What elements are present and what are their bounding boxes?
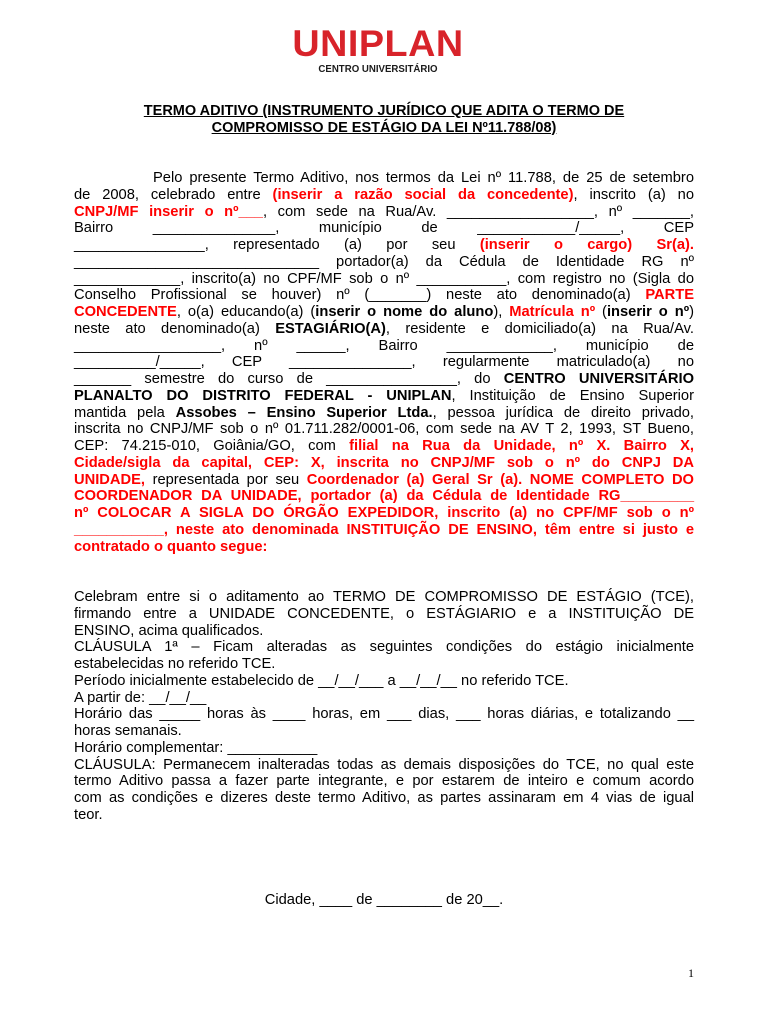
text-line: Período inicialmente estabelecido de __/__/___ a __/__/__ no referido TCE. — [74, 672, 569, 689]
bold-text: Assobes – Ensino Superior Ltda. — [175, 404, 433, 421]
bold-text: inserir o nome do aluno — [315, 304, 494, 320]
text-line — [74, 488, 694, 505]
bold-text: inserir o nº — [606, 304, 690, 320]
text-line — [74, 338, 694, 355]
placeholder-text: ___________, neste ato denominada INSTITUIÇÃO DE ENSINO, têm entre si justo e — [74, 521, 694, 538]
text-line — [74, 405, 694, 422]
text-line — [74, 254, 694, 271]
text-line: CLÁUSULA 1ª – Ficam alteradas as seguintes condições do estágio inicialmente — [74, 639, 694, 656]
text-line — [74, 271, 694, 288]
text-line — [74, 421, 694, 438]
text-line: horas semanais. — [74, 723, 182, 739]
text-run: neste ato denominado(a) — [74, 320, 276, 337]
text-run: ______________________________ portador(a) da Cédula de Identidade RG nº — [74, 253, 694, 270]
text-run: , pessoa jurídica de direito privado, — [432, 404, 694, 421]
logo-subtitle: CENTRO UNIVERSITÁRIO — [318, 63, 438, 75]
text-run: Bairro _______________, município de ____________/_____, CEP — [74, 220, 694, 237]
placeholder-text: Coordenador (a) Geral Sr (a). NOME COMPLETO DO — [306, 471, 694, 488]
text-line: A partir de: __/__/__ — [74, 689, 207, 706]
uniplan-logo — [283, 23, 473, 78]
text-run: __________________, nº ______, Bairro _____________, município de — [74, 337, 694, 354]
text-line: CLÁUSULA: Permanecem inalteradas todas as demais disposições do TCE, no qual este — [74, 756, 694, 773]
text-run: Pelo presente Termo Aditivo, nos termos da Lei nº 11.788, de 25 de setembro — [153, 170, 694, 186]
title-line-1: TERMO ADITIVO (INSTRUMENTO JURÍDICO QUE ADITA O TERMO DE — [143, 103, 625, 119]
placeholder-text: nº COLOCAR A SIGLA DO ÓRGÃO EXPEDIDOR, inscrito (a) no CPF/MF sob o nº — [74, 505, 694, 521]
text-run: _______ semestre do curso de ________________, do — [74, 371, 504, 387]
title-line-2: COMPROMISSO DE ESTÁGIO DA LEI Nº11.788/08) — [211, 119, 557, 136]
placeholder-text: Cidade/sigla da capital, CEP: X, inscrita no CNPJ/MF sob o nº do CNPJ DA — [74, 454, 694, 471]
text-line — [74, 220, 694, 237]
clauses-paragraph — [74, 589, 694, 824]
text-line: Celebram entre si o aditamento ao TERMO DE COMPROMISSO DE ESTÁGIO (TCE), — [74, 589, 694, 605]
text-run: ( — [595, 304, 607, 320]
text-run: ) — [689, 304, 694, 320]
text-line — [74, 438, 694, 455]
text-line — [74, 287, 694, 304]
opening-paragraph — [74, 170, 694, 555]
text-run: , Instituição de Ensino Superior — [451, 387, 694, 404]
placeholder-text: filial na Rua da Unidade, nº X. Bairro X, — [349, 438, 694, 454]
text-line: estabelecidas no referido TCE. — [74, 656, 276, 672]
text-run: , com sede na Rua/Av. __________________, nº _______, — [262, 203, 694, 220]
text-run: , inscrito (a) no — [573, 186, 694, 203]
text-line — [74, 455, 694, 472]
text-line: termo Aditivo passa a fazer parte integrante, e por estarem de inteiro e comum acordo — [74, 773, 694, 790]
text-run: CEP: 74.215-010, Goiânia/GO, com — [74, 438, 350, 454]
text-run: __________/_____, CEP _______________, regularmente matriculado(a) no — [74, 354, 694, 371]
bold-text: PLANALTO DO DISTRITO FEDERAL - UNIPLAN — [74, 387, 452, 404]
placeholder-text: UNIDADE, — [74, 471, 145, 488]
placeholder-text: CONCEDENTE — [74, 304, 177, 320]
text-run: inscrita no CNPJ/MF sob o nº 01.711.282/0001-06, com sede na AV T 2, 1993, ST Bueno, — [74, 421, 694, 438]
text-run: , o(a) educando(a) ( — [176, 304, 316, 320]
placeholder-text: Matrícula nº — [509, 304, 596, 320]
placeholder-text: contratado o quanto segue: — [74, 538, 268, 555]
text-run: , residente e domiciliado(a) na Rua/Av. — [385, 320, 694, 337]
text-line: ENSINO, acima qualificados. — [74, 622, 264, 639]
text-line — [74, 388, 694, 405]
text-line: Horário das _____ horas às ____ horas, em ___ dias, ___ horas diárias, e totalizando __ — [74, 706, 694, 723]
text-line: teor. — [74, 806, 103, 823]
text-line — [74, 321, 694, 338]
logo-wordmark: UNIPLAN — [292, 23, 464, 64]
text-run: representada por seu — [145, 471, 307, 488]
text-line — [74, 237, 694, 254]
text-line — [74, 204, 694, 221]
text-line — [74, 472, 694, 489]
page-number: 1 — [688, 966, 694, 980]
text-run: Conselho Profissional se houver) nº (_______) neste ato denominado(a) — [74, 287, 646, 304]
placeholder-text: PARTE — [645, 287, 694, 304]
text-run: ), — [493, 304, 510, 320]
text-line — [74, 539, 694, 556]
text-line — [74, 187, 694, 204]
text-line — [74, 304, 694, 321]
text-run: de 2008, celebrado entre — [74, 186, 273, 203]
placeholder-text: (inserir a razão social da concedente) — [272, 186, 574, 203]
text-run: mantida pela — [74, 404, 176, 421]
placeholder-text: CNPJ/MF inserir o nº___ — [74, 203, 263, 220]
text-line — [74, 354, 694, 371]
text-line — [74, 522, 694, 539]
bold-text: ESTAGIÁRIO(A) — [275, 320, 386, 337]
bold-text: CENTRO UNIVERSITÁRIO — [503, 371, 694, 387]
text-line — [74, 505, 694, 522]
text-run: ________________, representado (a) por seu — [74, 237, 480, 253]
text-line: Horário complementar: ___________ — [74, 739, 318, 756]
text-line: firmando entre a UNIDADE CONCEDENTE, o ESTÁGIARIO e a INSTITUIÇÃO DE — [74, 605, 694, 622]
closing-date-line: Cidade, ____ de ________ de 20__. — [264, 892, 504, 908]
placeholder-text: (inserir o cargo) Sr(a). — [479, 237, 695, 253]
placeholder-text: COORDENADOR DA UNIDADE, portador (a) da Cédula de Identidade RG_________ — [74, 488, 694, 505]
text-line: com as condições e dizeres deste termo Aditivo, as partes assinaram em 4 vias de igual — [74, 790, 694, 806]
text-run: _____________, inscrito(a) no CPF/MF sob o nº ___________, com registro no (Sigla do — [74, 270, 694, 287]
text-line — [74, 371, 694, 388]
text-line — [74, 170, 694, 187]
document-title — [74, 103, 694, 136]
